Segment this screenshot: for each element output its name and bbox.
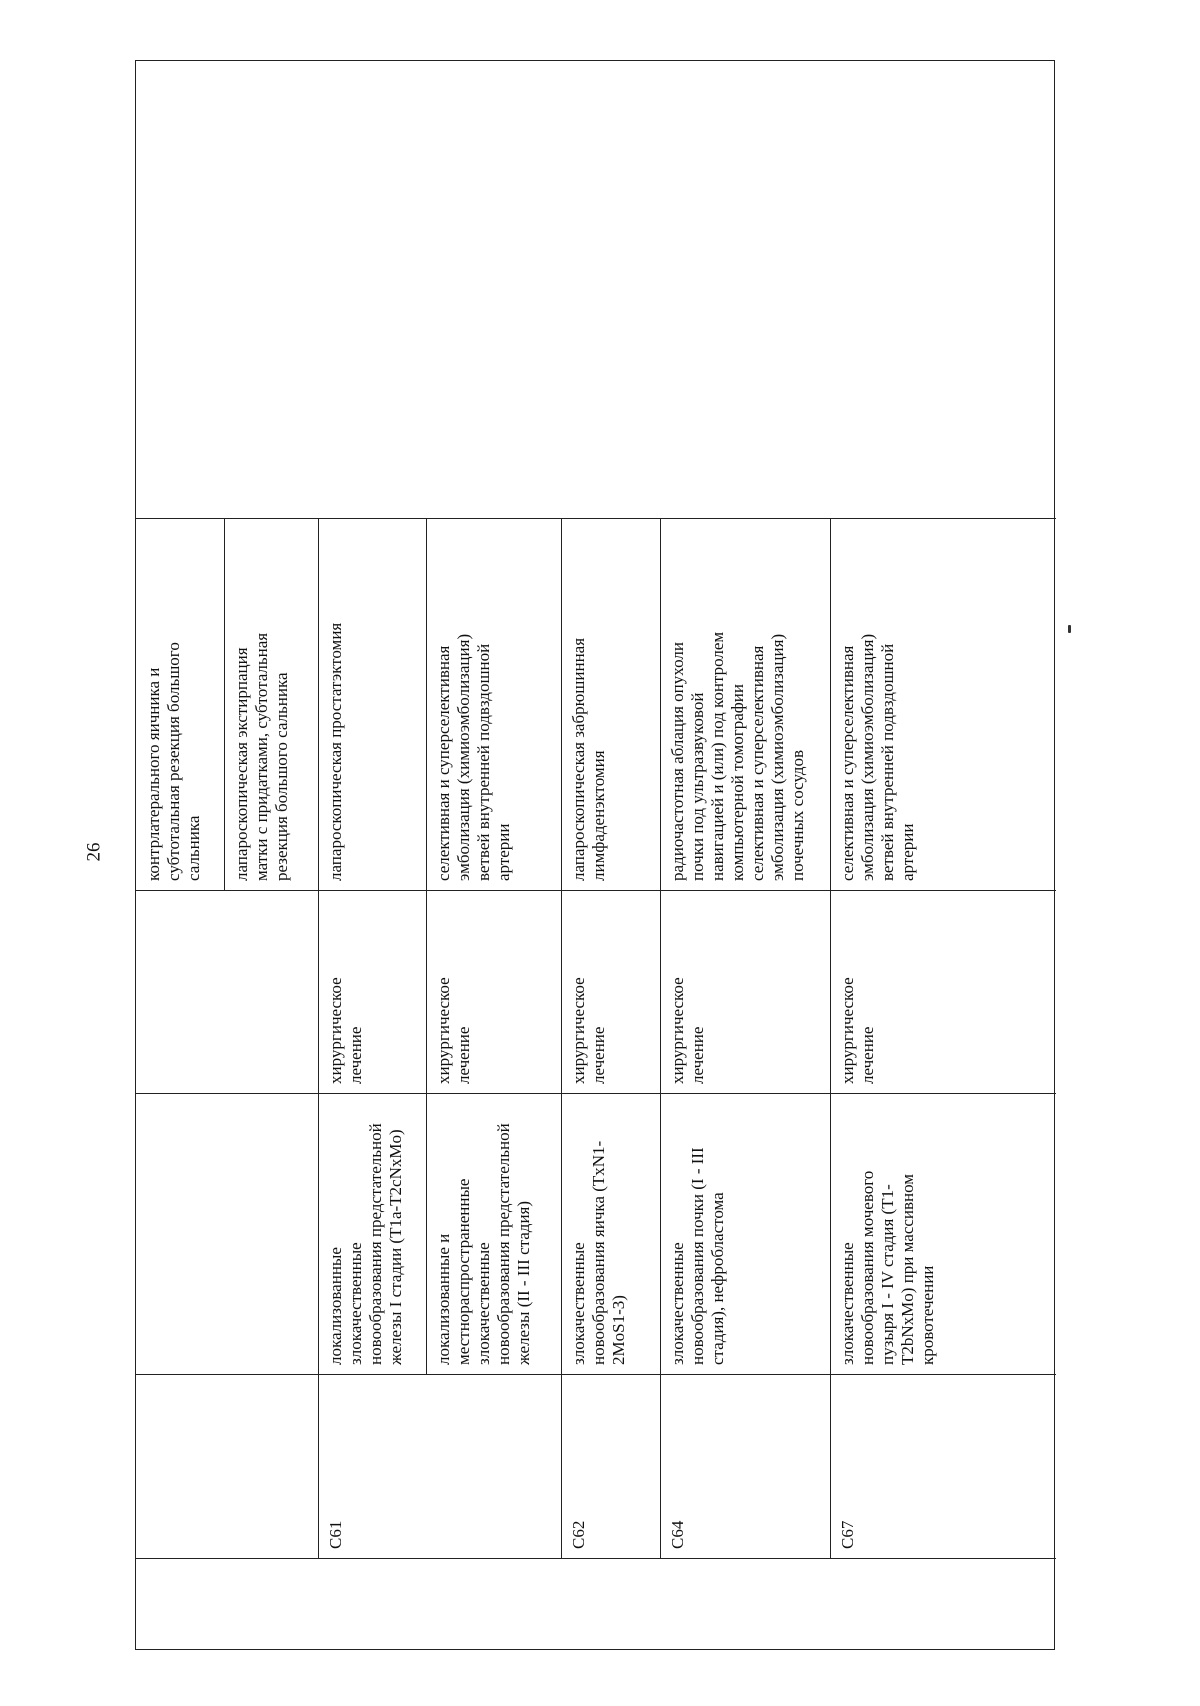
treatment-cell: хирургическое лечение — [668, 977, 707, 1084]
method-cell: лапароскопическая забрюшинная лимфаденэктомия — [569, 637, 608, 881]
diagnosis-cell: злокачественные новообразования мочевого пузыря I - IV стадия (T1- T2bNxMo) при массивном кровотечении — [838, 1170, 937, 1365]
treatment-cell: хирургическое лечение — [838, 977, 877, 1084]
page-number: 26 — [83, 842, 104, 862]
stray-mark — [1068, 625, 1071, 633]
diagnosis-cell: локализованные злокачественные новообразования предстательной железы I стадии (T1a-T2cNxMo) — [326, 1123, 405, 1365]
treatment-cell: хирургическое лечение — [326, 977, 365, 1084]
rotated-sheet — [135, 60, 1055, 1650]
method-cell: контрлатерального яичника и субтотальная резекция большого сальника — [144, 642, 203, 881]
code-cell: C64 — [668, 1520, 687, 1549]
method-cell: радиочастотная аблация опухоли почки под ультразвуковой навигацией и (или) под контролем компьютерной томографии селективная и суперселективная эмболизация (химиоэмболизация) почечных сосудов — [668, 631, 807, 881]
diagnosis-cell: локализованные и местнораспространенные злокачественные новообразования предстательной железы (II - III стадия) — [434, 1123, 533, 1365]
method-cell: селективная и суперселективная эмболизация (химиоэмболизация) ветвей внутренней подвздошной артерии — [434, 633, 513, 881]
code-cell: C61 — [326, 1520, 345, 1549]
diagnosis-cell: злокачественные новообразования яичка (TxN1- 2MoS1-3) — [569, 1140, 628, 1365]
procedures-table — [135, 60, 1055, 1650]
treatment-cell: хирургическое лечение — [569, 977, 608, 1084]
method-cell: селективная и суперселективная эмболизация (химиоэмболизация) ветвей внутренней подвздошной артерии — [838, 633, 917, 881]
code-cell: C67 — [838, 1520, 857, 1549]
code-cell: C62 — [569, 1520, 588, 1549]
treatment-cell: хирургическое лечение — [434, 977, 473, 1084]
method-cell: лапароскопическая простатэктомия — [326, 622, 345, 881]
diagnosis-cell: злокачественные новообразования почки (I - III стадия), нефробластома — [668, 1147, 727, 1365]
method-cell: лапароскопическая экстирпация матки с придатками, субтотальная резекция большого сальника — [232, 632, 291, 881]
